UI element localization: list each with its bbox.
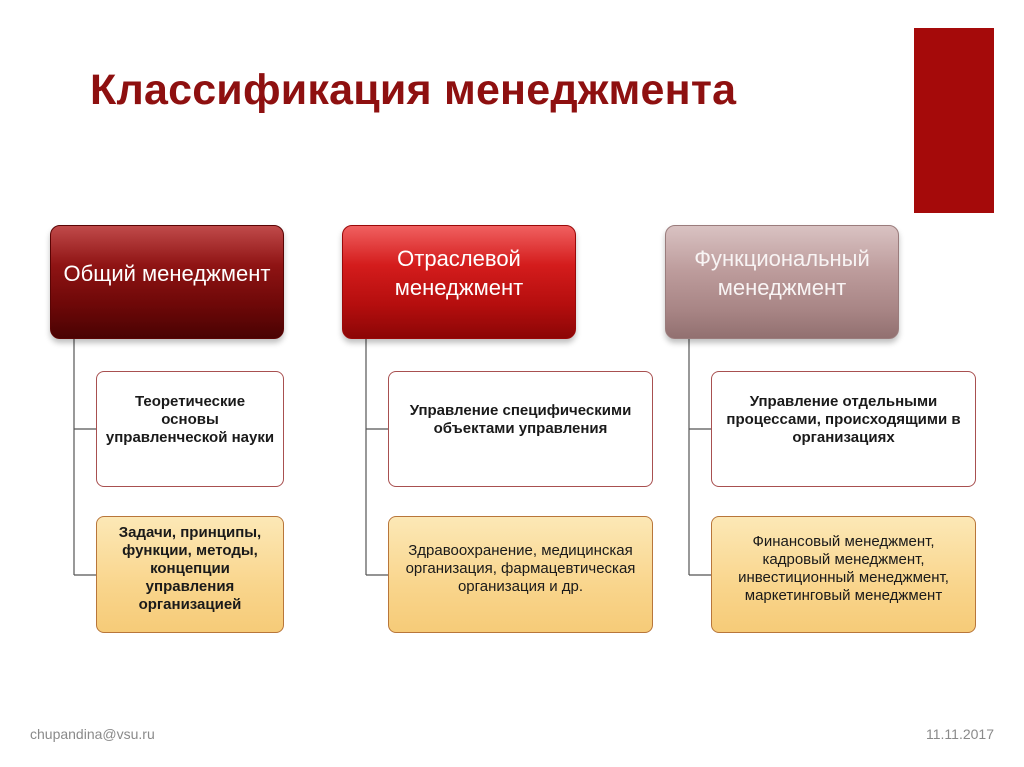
node-branch-examples-text: Здравоохранение, медицинская организация, фармацевтическая организация и др. xyxy=(405,541,636,595)
node-branch-objects-text: Управление специфическими объектами управления xyxy=(409,402,632,437)
header-functional-management xyxy=(665,225,899,339)
header-general-management xyxy=(50,225,284,339)
header-functional-label: Функциональный менеджмент xyxy=(694,246,870,300)
node-general-tasks xyxy=(96,516,284,633)
connector-functional xyxy=(689,339,711,575)
header-branch-management xyxy=(342,225,576,339)
node-branch-objects xyxy=(388,371,653,487)
node-branch-examples xyxy=(388,516,653,633)
node-general-tasks-text: Задачи, принципы, функции, методы, концепции управления организацией xyxy=(118,523,262,613)
node-functional-examples-text: Финансовый менеджмент, кадровый менеджмент, инвестиционный менеджмент, маркетинговый менеджмент xyxy=(738,532,949,604)
node-functional-processes-text: Управление отдельными процессами, происходящими в организациях xyxy=(726,393,961,446)
node-general-theory xyxy=(96,371,284,487)
footer-date: 11.11.2017 xyxy=(926,726,994,742)
node-general-theory-text: Теоретические основы управленческой науки xyxy=(105,393,275,446)
footer-email: chupandina@vsu.ru xyxy=(30,726,155,742)
connector-branch xyxy=(366,339,388,575)
node-functional-processes xyxy=(711,371,976,487)
header-general-label: Общий менеджмент xyxy=(63,260,271,286)
connector-general xyxy=(74,339,96,575)
header-branch-label: Отраслевой менеджмент xyxy=(394,246,524,300)
node-functional-examples xyxy=(711,516,976,633)
slide-title: Классификация менеджмента xyxy=(90,66,737,114)
